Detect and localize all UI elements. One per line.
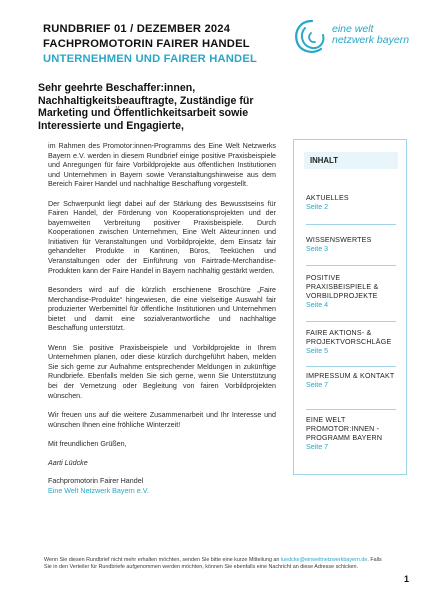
toc-item-label: AKTUELLES	[306, 194, 349, 202]
signer-organization: Eine Welt Netzwerk Bayern e.V.	[48, 486, 149, 495]
toc-item-page: Seite 3	[306, 245, 329, 253]
greeting: Mit freundlichen Grüßen,	[48, 440, 127, 449]
toc-item-page: Seite 4	[306, 301, 329, 309]
paragraph-focus: Der Schwerpunkt liegt dabei auf der Stärkung des Bewusstseins für Fairen Handel, der Förderung von Kooperationsprojekten und der bayernweiten Verbreitung positiver Praxisbeispiele. Durch Kooperationen zwischen Unternehmen, Eine Welt Akteur:innen und Initiativen für Veranstaltungen und Vorbildprojekte, dem Einsatz fair gehandelter Produkte in Kantinen, Büros, Teeküchen und Veranstaltungen oder der Einführung von Fairtrade-Merchandise-Produkten kann der Faire Handel in Bayern nachhaltig gestärkt werden.	[48, 199, 276, 275]
toc-item-promotorinnen-programm[interactable]	[306, 416, 398, 452]
toc-divider	[306, 366, 396, 367]
page-number: 1	[404, 574, 410, 584]
toc-item-label: IMPRESSUM & KONTAKT	[306, 372, 395, 380]
footer-text-2: . Falls Sie in den Verteiler für Rundbriefe aufgenommen werden möchten, können Sie ebenfalls eine Nachricht an diese Adresse schicken.	[44, 557, 382, 571]
globe-swirl-icon	[292, 18, 334, 58]
newsletter-header	[43, 22, 303, 67]
toc-item-aktuelles[interactable]	[306, 194, 398, 212]
footer-email-link[interactable]: luedcke@einweltnetzwerkbayern.de	[280, 557, 368, 563]
footer-note	[44, 557, 384, 571]
newsletter-issue-title: RUNDBRIEF 01 / DEZEMBER 2024	[43, 23, 231, 35]
toc-item-label: FAIRE AKTIONS- & PROJEKTVORSCHLÄGE	[306, 329, 392, 346]
toc-item-impressum[interactable]	[306, 372, 398, 390]
toc-item-label: WISSENSWERTES	[306, 236, 372, 244]
toc-item-praxisbeispiele[interactable]	[306, 274, 398, 310]
letter-body	[48, 142, 276, 496]
toc-item-label: EINE WELT PROMOTOR:INNEN - PROGRAMM BAYERN	[306, 416, 383, 442]
toc-item-wissenswertes[interactable]	[306, 236, 398, 254]
logo-text: eine welt netzwerk bayern	[332, 23, 410, 46]
footer-text-1: Wenn Sie diesen Rundbrief nicht mehr erhalten möchten, senden Sie bitte eine kurze Mitteilung an	[44, 557, 280, 563]
toc-item-label: POSITIVE PRAXISBEISPIELE & VORBILDPROJEKTE	[306, 274, 379, 300]
toc-item-page: Seite 5	[306, 347, 329, 355]
signer-role: Fachpromotorin Fairer Handel	[48, 477, 144, 486]
paragraph-call-to-action: Wenn Sie positive Praxisbeispiele und Vorbildprojekte in Ihrem Unternehmen planen, oder diese kürzlich durchgeführt haben, melden Sie sich gerne zur Aufnahme entsprechender Meldungen in zukünftige Rundbriefe. Ebenfalls melden Sie sich gerne, wenn Sie Unterstützung bei der Vernetzung oder Begleitung von fairen Vorbildprojekten wünschen.	[48, 343, 276, 400]
salutation-lead: Sehr geehrte Beschaffer:innen, Nachhaltigkeitsbeauftragte, Zuständige für Marketing und Öffentlichkeitsarbeit sowie Interessierte und Engagierte,	[38, 82, 254, 132]
toc-divider	[306, 265, 396, 266]
newsletter-author-title: FACHPROMOTORIN FAIRER HANDEL	[43, 38, 250, 50]
toc-divider	[306, 321, 396, 322]
paragraph-brochure: Besonders wird auf die kürzlich erschienene Broschüre „Faire Merchandise-Produkte“ hingewiesen, die eine vielseitige Auswahl fair produzierter Werbemittel für öffentliche Institutionen und Unternehmen bietet und damit eine sozialverantwortliche und nachhaltige Beschaffung unterstützt.	[48, 286, 276, 333]
signature: Aarti Lüdcke	[48, 458, 88, 467]
eine-welt-netzwerk-logo	[292, 18, 410, 58]
toc-divider	[306, 224, 396, 225]
toc-heading: INHALT	[304, 152, 398, 169]
table-of-contents	[293, 139, 407, 475]
toc-item-page: Seite 7	[306, 443, 329, 451]
paragraph-intro: im Rahmen des Promotor:innen-Programms des Eine Welt Netzwerks Bayern e.V. werden in diesem Rundbrief einige positive Praxisbeispiele und Anregungen für faire Vorbildprojekte aus öffentlichen Institutionen und Unternehmen in Bayern sowie Veranstaltungshinweise aus dem Bereich Fairer Handel und nachhaltige Beschaffung vorgestellt.	[48, 142, 276, 189]
toc-item-aktionsvorschlaege[interactable]	[306, 329, 398, 356]
newsletter-topic-title: UNTERNEHMEN UND FAIRER HANDEL	[43, 53, 258, 65]
paragraph-closing: Wir freuen uns auf die weitere Zusammenarbeit und Ihr Interesse und wünschen Ihnen eine fröhliche Winterzeit!	[48, 411, 276, 429]
toc-divider	[306, 409, 396, 410]
toc-item-page: Seite 7	[306, 381, 329, 389]
toc-item-page: Seite 2	[306, 203, 329, 211]
